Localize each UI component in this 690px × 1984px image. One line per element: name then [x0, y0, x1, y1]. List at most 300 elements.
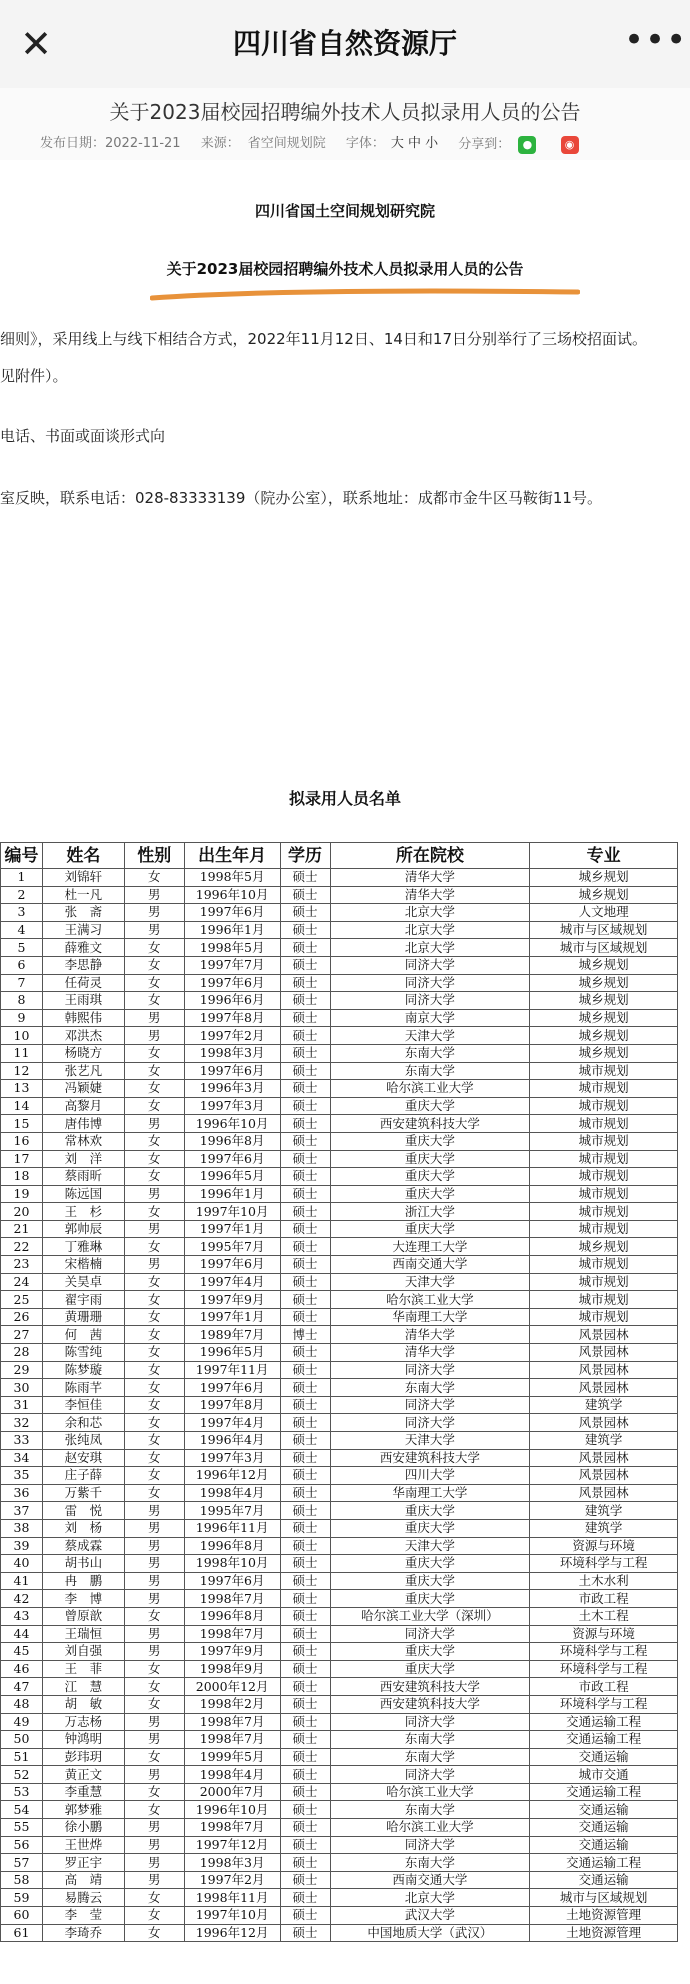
table-cell: 风景园林	[530, 1344, 678, 1362]
table-cell: 硕士	[280, 1695, 330, 1713]
table-cell: 风景园林	[530, 1449, 678, 1467]
table-cell: 徐小鹏	[42, 1819, 124, 1837]
table-cell: 同济大学	[330, 992, 530, 1010]
table-cell: 硕士	[280, 1396, 330, 1414]
table-cell: 硕士	[280, 1660, 330, 1678]
table-cell: 男	[124, 1854, 184, 1872]
table-cell: 1995年7月	[184, 1238, 280, 1256]
table-cell: 浙江大学	[330, 1203, 530, 1221]
table-row	[1, 1256, 678, 1274]
table-cell: 男	[124, 1009, 184, 1027]
table-cell: 男	[124, 1836, 184, 1854]
table-cell: 男	[124, 1027, 184, 1045]
table-cell: 城乡规划	[530, 1009, 678, 1027]
table-cell: 关昊卓	[42, 1273, 124, 1291]
table-cell: 郭帅辰	[42, 1220, 124, 1238]
table-row	[1, 1273, 678, 1291]
table-cell: 5	[1, 939, 43, 957]
column-header: 所在院校	[330, 843, 530, 869]
table-cell: 硕士	[280, 1432, 330, 1450]
table-cell: 1997年6月	[184, 1379, 280, 1397]
table-cell: 硕士	[280, 1256, 330, 1274]
table-cell: 硕士	[280, 1731, 330, 1749]
table-cell: 女	[124, 1273, 184, 1291]
table-cell: 硕士	[280, 1115, 330, 1133]
table-cell: 女	[124, 1238, 184, 1256]
table-cell: 硕士	[280, 1766, 330, 1784]
table-cell: 北京大学	[330, 1889, 530, 1907]
table-cell: 丁雅琳	[42, 1238, 124, 1256]
article-meta	[40, 132, 680, 154]
table-cell: 女	[124, 1203, 184, 1221]
table-cell: 硕士	[280, 1607, 330, 1625]
table-cell: 50	[1, 1731, 43, 1749]
table-cell: 1998年4月	[184, 1484, 280, 1502]
table-row	[1, 1519, 678, 1537]
table-cell: 48	[1, 1695, 43, 1713]
table-row	[1, 1907, 678, 1925]
table-cell: 北京大学	[330, 921, 530, 939]
table-cell: 女	[124, 1449, 184, 1467]
table-cell: 东南大学	[330, 1748, 530, 1766]
table-cell: 黄正文	[42, 1766, 124, 1784]
table-cell: 男	[124, 1590, 184, 1608]
table-cell: 万志杨	[42, 1713, 124, 1731]
table-cell: 硕士	[280, 956, 330, 974]
table-cell: 城市规划	[530, 1291, 678, 1309]
table-cell: 邓洪杰	[42, 1027, 124, 1045]
table-cell: 硕士	[280, 1484, 330, 1502]
table-cell: 30	[1, 1379, 43, 1397]
table-cell: 城市规划	[530, 1185, 678, 1203]
table-cell: 交通运输工程	[530, 1854, 678, 1872]
table-row	[1, 869, 678, 887]
table-cell: 硕士	[280, 1467, 330, 1485]
table-row	[1, 1731, 678, 1749]
table-cell: 西南交通大学	[330, 1871, 530, 1889]
table-cell: 胡 敏	[42, 1695, 124, 1713]
table-cell: 硕士	[280, 992, 330, 1010]
table-cell: 33	[1, 1432, 43, 1450]
table-cell: 城乡规划	[530, 1044, 678, 1062]
table-cell: 李重慧	[42, 1783, 124, 1801]
table-cell: 哈尔滨工业大学（深圳）	[330, 1607, 530, 1625]
app-header	[0, 0, 690, 88]
table-cell: 女	[124, 869, 184, 887]
table-cell: 高黎月	[42, 1097, 124, 1115]
paragraph-1: 细则》，采用线上与线下相结合方式，2022年11月12日、14日和17日分别举行了三场校招面试。	[0, 330, 648, 348]
table-cell: 重庆大学	[330, 1590, 530, 1608]
table-cell: 城乡规划	[530, 974, 678, 992]
table-cell: 1998年7月	[184, 1731, 280, 1749]
table-cell: 环境科学与工程	[530, 1660, 678, 1678]
table-cell: 55	[1, 1819, 43, 1837]
table-cell: 1997年8月	[184, 1396, 280, 1414]
table-cell: 女	[124, 1308, 184, 1326]
table-cell: 女	[124, 974, 184, 992]
table-cell: 硕士	[280, 1220, 330, 1238]
table-cell: 男	[124, 1555, 184, 1573]
table-cell: 1997年3月	[184, 1449, 280, 1467]
table-cell: 大连理工大学	[330, 1238, 530, 1256]
table-cell: 女	[124, 1907, 184, 1925]
table-cell: 1998年9月	[184, 1660, 280, 1678]
table-cell: 硕士	[280, 1555, 330, 1573]
table-cell: 29	[1, 1361, 43, 1379]
table-cell: 1996年8月	[184, 1537, 280, 1555]
table-row	[1, 1819, 678, 1837]
table-cell: 硕士	[280, 1924, 330, 1942]
table-cell: 北京大学	[330, 904, 530, 922]
table-cell: 环境科学与工程	[530, 1695, 678, 1713]
table-cell: 硕士	[280, 1502, 330, 1520]
table-cell: 硕士	[280, 1854, 330, 1872]
table-cell: 1997年10月	[184, 1907, 280, 1925]
table-row	[1, 1871, 678, 1889]
table-cell: 男	[124, 1185, 184, 1203]
table-cell: 同济大学	[330, 1414, 530, 1432]
table-cell: 38	[1, 1519, 43, 1537]
table-cell: 35	[1, 1467, 43, 1485]
table-cell: 1997年12月	[184, 1836, 280, 1854]
table-cell: 1997年2月	[184, 1871, 280, 1889]
table-cell: 1997年6月	[184, 1572, 280, 1590]
article-title: 关于2023届校园招聘编外技术人员拟录用人员的公告	[109, 100, 581, 124]
table-cell: 清华大学	[330, 1344, 530, 1362]
table-cell: 硕士	[280, 1308, 330, 1326]
table-cell: 34	[1, 1449, 43, 1467]
table-cell: 硕士	[280, 1625, 330, 1643]
table-cell: 硕士	[280, 1889, 330, 1907]
share-label: 分享到：	[458, 137, 511, 152]
table-cell: 男	[124, 1643, 184, 1661]
table-cell: 建筑学	[530, 1502, 678, 1520]
table-cell: 华南理工大学	[330, 1484, 530, 1502]
table-cell: 建筑学	[530, 1396, 678, 1414]
table-cell: 华南理工大学	[330, 1308, 530, 1326]
table-cell: 女	[124, 1080, 184, 1098]
table-cell: 56	[1, 1836, 43, 1854]
table-cell: 城市规划	[530, 1150, 678, 1168]
table-row	[1, 1115, 678, 1133]
table-row	[1, 1062, 678, 1080]
table-cell: 女	[124, 1607, 184, 1625]
table-cell: 硕士	[280, 1907, 330, 1925]
table-cell: 硕士	[280, 1291, 330, 1309]
table-cell: 黄珊珊	[42, 1308, 124, 1326]
table-cell: 47	[1, 1678, 43, 1696]
table-row	[1, 1590, 678, 1608]
table-row	[1, 1678, 678, 1696]
table-cell: 1995年7月	[184, 1502, 280, 1520]
table-cell: 风景园林	[530, 1467, 678, 1485]
more-icon[interactable]: •••	[624, 20, 688, 60]
table-row	[1, 1484, 678, 1502]
table-row	[1, 921, 678, 939]
table-cell: 硕士	[280, 1080, 330, 1098]
table-cell: 江 慧	[42, 1678, 124, 1696]
table-cell: 王 杉	[42, 1203, 124, 1221]
table-cell: 硕士	[280, 1379, 330, 1397]
table-cell: 3	[1, 904, 43, 922]
table-cell: 城市规划	[530, 1097, 678, 1115]
list-title: 拟录用人员名单	[288, 789, 401, 808]
table-cell: 资源与环境	[530, 1537, 678, 1555]
table-cell: 硕士	[280, 1414, 330, 1432]
table-row	[1, 1044, 678, 1062]
table-cell: 硕士	[280, 1819, 330, 1837]
table-cell: 土地资源管理	[530, 1907, 678, 1925]
weibo-icon[interactable]: ◉	[561, 136, 579, 154]
table-row	[1, 1555, 678, 1573]
table-cell: 女	[124, 1678, 184, 1696]
table-cell: 男	[124, 1537, 184, 1555]
table-cell: 硕士	[280, 1344, 330, 1362]
table-cell: 交通运输工程	[530, 1783, 678, 1801]
table-row	[1, 1220, 678, 1238]
table-row	[1, 1783, 678, 1801]
table-cell: 交通运输	[530, 1801, 678, 1819]
table-row	[1, 1361, 678, 1379]
table-cell: 博士	[280, 1326, 330, 1344]
table-cell: 城市与区域规划	[530, 921, 678, 939]
table-cell: 刘自强	[42, 1643, 124, 1661]
table-cell: 同济大学	[330, 1396, 530, 1414]
table-cell: 女	[124, 1467, 184, 1485]
table-cell: 天津大学	[330, 1273, 530, 1291]
table-cell: 男	[124, 1502, 184, 1520]
table-cell: 2000年7月	[184, 1783, 280, 1801]
table-cell: 重庆大学	[330, 1519, 530, 1537]
table-cell: 清华大学	[330, 869, 530, 887]
table-cell: 哈尔滨工业大学	[330, 1783, 530, 1801]
table-cell: 1998年5月	[184, 939, 280, 957]
table-cell: 1997年6月	[184, 974, 280, 992]
table-cell: 城市规划	[530, 1203, 678, 1221]
table-cell: 杨晓方	[42, 1044, 124, 1062]
table-cell: 余和芯	[42, 1414, 124, 1432]
table-cell: 同济大学	[330, 1625, 530, 1643]
table-row	[1, 1836, 678, 1854]
table-cell: 硕士	[280, 1044, 330, 1062]
table-cell: 城乡规划	[530, 1238, 678, 1256]
table-row	[1, 1625, 678, 1643]
table-cell: 李 莹	[42, 1907, 124, 1925]
table-cell: 陈雪纯	[42, 1344, 124, 1362]
close-icon[interactable]: ✕	[20, 22, 52, 66]
table-cell: 东南大学	[330, 1062, 530, 1080]
table-cell: 39	[1, 1537, 43, 1555]
table-cell: 1998年7月	[184, 1819, 280, 1837]
table-cell: 1997年6月	[184, 904, 280, 922]
table-cell: 1	[1, 869, 43, 887]
table-cell: 薛雅文	[42, 939, 124, 957]
table-cell: 高 靖	[42, 1871, 124, 1889]
table-cell: 蔡雨昕	[42, 1168, 124, 1186]
table-cell: 1998年7月	[184, 1625, 280, 1643]
table-cell: 城市规划	[530, 1080, 678, 1098]
table-cell: 男	[124, 1256, 184, 1274]
table-cell: 18	[1, 1168, 43, 1186]
table-cell: 58	[1, 1871, 43, 1889]
table-cell: 1996年12月	[184, 1924, 280, 1942]
table-cell: 7	[1, 974, 43, 992]
table-cell: 1998年7月	[184, 1713, 280, 1731]
table-cell: 硕士	[280, 1009, 330, 1027]
table-cell: 中国地质大学（武汉）	[330, 1924, 530, 1942]
table-cell: 1998年3月	[184, 1854, 280, 1872]
table-cell: 天津大学	[330, 1027, 530, 1045]
table-row	[1, 1132, 678, 1150]
highlight-underline	[150, 286, 580, 304]
table-cell: 王瑞恒	[42, 1625, 124, 1643]
table-cell: 交通运输工程	[530, 1713, 678, 1731]
table-cell: 男	[124, 1819, 184, 1837]
table-row	[1, 939, 678, 957]
table-cell: 1996年1月	[184, 921, 280, 939]
table-cell: 钟鸿明	[42, 1731, 124, 1749]
table-cell: 6	[1, 956, 43, 974]
table-cell: 交通运输	[530, 1748, 678, 1766]
table-cell: 硕士	[280, 1150, 330, 1168]
source	[201, 136, 326, 151]
table-cell: 1996年10月	[184, 886, 280, 904]
table-cell: 男	[124, 1220, 184, 1238]
table-cell: 土木工程	[530, 1607, 678, 1625]
table-cell: 10	[1, 1027, 43, 1045]
table-cell: 43	[1, 1607, 43, 1625]
table-cell: 王 菲	[42, 1660, 124, 1678]
table-row	[1, 1801, 678, 1819]
table-cell: 重庆大学	[330, 1660, 530, 1678]
table-cell: 1997年6月	[184, 1150, 280, 1168]
table-cell: 61	[1, 1924, 43, 1942]
table-cell: 雷 悦	[42, 1502, 124, 1520]
table-cell: 李琦乔	[42, 1924, 124, 1942]
table-cell: 城市规划	[530, 1273, 678, 1291]
table-cell: 1996年6月	[184, 992, 280, 1010]
table-cell: 37	[1, 1502, 43, 1520]
table-cell: 20	[1, 1203, 43, 1221]
table-cell: 硕士	[280, 1678, 330, 1696]
table-cell: 硕士	[280, 886, 330, 904]
table-cell: 硕士	[280, 904, 330, 922]
table-row	[1, 1185, 678, 1203]
font-size-options[interactable]: 大 中 小	[390, 136, 439, 151]
table-cell: 1998年11月	[184, 1889, 280, 1907]
table-cell: 天津大学	[330, 1432, 530, 1450]
table-cell: 1997年8月	[184, 1009, 280, 1027]
table-cell: 城市规划	[530, 1256, 678, 1274]
table-cell: 重庆大学	[330, 1185, 530, 1203]
table-cell: 硕士	[280, 1572, 330, 1590]
table-cell: 张纯凤	[42, 1432, 124, 1450]
table-cell: 女	[124, 1326, 184, 1344]
table-cell: 女	[124, 1168, 184, 1186]
table-cell: 城乡规划	[530, 1027, 678, 1045]
table-cell: 曾原歆	[42, 1607, 124, 1625]
table-cell: 1989年7月	[184, 1326, 280, 1344]
table-cell: 女	[124, 1062, 184, 1080]
table-cell: 硕士	[280, 869, 330, 887]
table-cell: 市政工程	[530, 1590, 678, 1608]
table-cell: 44	[1, 1625, 43, 1643]
publish-date: 发布日期：2022-11-21	[40, 136, 181, 151]
table-cell: 韩熙伟	[42, 1009, 124, 1027]
table-cell: 硕士	[280, 1097, 330, 1115]
table-cell: 西南交通大学	[330, 1256, 530, 1274]
table-row	[1, 1695, 678, 1713]
table-cell: 任荷灵	[42, 974, 124, 992]
table-cell: 1999年5月	[184, 1748, 280, 1766]
table-cell: 男	[124, 1115, 184, 1133]
table-cell: 1997年9月	[184, 1643, 280, 1661]
table-cell: 女	[124, 1660, 184, 1678]
table-cell: 重庆大学	[330, 1097, 530, 1115]
table-cell: 清华大学	[330, 1326, 530, 1344]
table-cell: 李恒佳	[42, 1396, 124, 1414]
table-row	[1, 1572, 678, 1590]
table-cell: 硕士	[280, 1449, 330, 1467]
table-row	[1, 1502, 678, 1520]
table-cell: 21	[1, 1220, 43, 1238]
table-cell: 46	[1, 1660, 43, 1678]
table-cell: 城市与区域规划	[530, 1889, 678, 1907]
table-row	[1, 886, 678, 904]
table-cell: 西安建筑科技大学	[330, 1678, 530, 1696]
table-cell: 城市规划	[530, 1168, 678, 1186]
table-cell: 张艺凡	[42, 1062, 124, 1080]
table-cell: 1996年8月	[184, 1132, 280, 1150]
table-cell: 东南大学	[330, 1044, 530, 1062]
table-cell: 54	[1, 1801, 43, 1819]
table-cell: 14	[1, 1097, 43, 1115]
table-cell: 女	[124, 1150, 184, 1168]
table-cell: 风景园林	[530, 1361, 678, 1379]
table-cell: 男	[124, 1731, 184, 1749]
table-cell: 59	[1, 1889, 43, 1907]
paragraph-2: 见附件）。	[0, 367, 68, 385]
table-cell: 1996年3月	[184, 1080, 280, 1098]
table-cell: 张 斋	[42, 904, 124, 922]
table-cell: 万紫千	[42, 1484, 124, 1502]
table-cell: 易腾云	[42, 1889, 124, 1907]
table-cell: 西安建筑科技大学	[330, 1695, 530, 1713]
table-cell: 45	[1, 1643, 43, 1661]
table-cell: 冉 鹏	[42, 1572, 124, 1590]
table-cell: 女	[124, 1044, 184, 1062]
table-cell: 硕士	[280, 1836, 330, 1854]
wechat-icon[interactable]: ●	[518, 136, 536, 154]
table-row	[1, 1537, 678, 1555]
table-cell: 27	[1, 1326, 43, 1344]
table-cell: 城乡规划	[530, 956, 678, 974]
table-cell: 王世烨	[42, 1836, 124, 1854]
table-cell: 28	[1, 1344, 43, 1362]
table-row	[1, 1238, 678, 1256]
table-cell: 宋楷楠	[42, 1256, 124, 1274]
table-cell: 重庆大学	[330, 1555, 530, 1573]
table-row	[1, 1080, 678, 1098]
table-cell: 冯颖婕	[42, 1080, 124, 1098]
source-label: 来源：	[200, 136, 240, 151]
table-cell: 东南大学	[330, 1731, 530, 1749]
table-cell: 19	[1, 1185, 43, 1203]
table-cell: 女	[124, 1432, 184, 1450]
table-cell: 唐伟博	[42, 1115, 124, 1133]
table-cell: 硕士	[280, 921, 330, 939]
table-row	[1, 1396, 678, 1414]
